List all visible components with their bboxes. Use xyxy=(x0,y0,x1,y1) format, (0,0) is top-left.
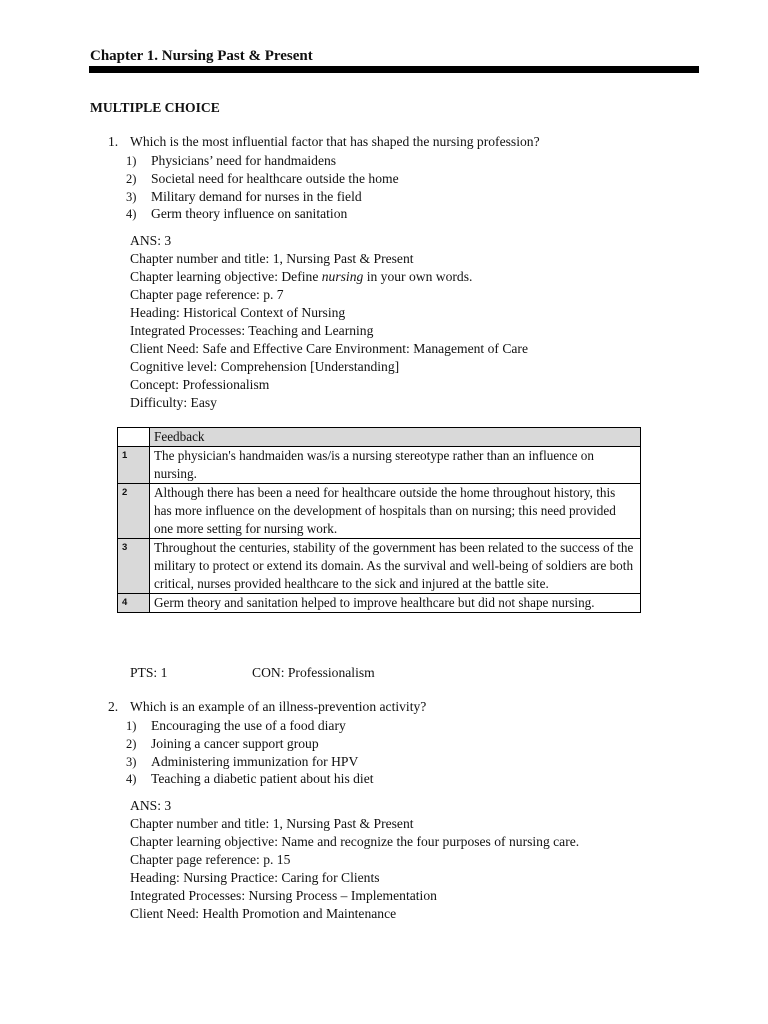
feedback-header: Feedback xyxy=(150,428,641,447)
difficulty: Difficulty: Easy xyxy=(130,395,217,410)
chapter-reference: Chapter number and title: 1, Nursing Past & Present xyxy=(130,251,414,266)
option-number: 1) xyxy=(126,719,137,733)
answer-metadata xyxy=(130,797,579,923)
heading-reference: Heading: Nursing Practice: Caring for Clients xyxy=(130,870,380,885)
feedback-row xyxy=(118,594,641,613)
answer-options xyxy=(126,152,399,223)
option-text: Germ theory influence on sanitation xyxy=(151,206,348,222)
option-number: 4) xyxy=(126,772,137,787)
feedback-row xyxy=(118,447,641,484)
option-item xyxy=(126,188,399,206)
answer-options xyxy=(126,717,374,788)
heading-reference: Heading: Historical Context of Nursing xyxy=(130,305,346,320)
option-item xyxy=(126,717,374,735)
option-number: 3) xyxy=(126,189,137,204)
page-reference: Chapter page reference: p. 7 xyxy=(130,287,284,302)
feedback-option-number: 4 xyxy=(118,594,150,613)
chapter-reference: Chapter number and title: 1, Nursing Past & Present xyxy=(130,816,414,831)
question-text: Which is the most influential factor that has shaped the nursing profession? xyxy=(130,134,540,149)
title-rule xyxy=(89,66,699,73)
option-text: Societal need for healthcare outside the home xyxy=(151,170,399,186)
feedback-header-row xyxy=(118,428,641,447)
option-number: 2) xyxy=(126,171,137,186)
feedback-text: Although there has been a need for healthcare outside the home throughout history, this has more influence on the development of hospitals than on nursing; this need provided one more setting for nursing work. xyxy=(150,484,641,539)
option-text: Military demand for nurses in the field xyxy=(151,188,362,204)
feedback-row xyxy=(118,539,641,594)
question-stem xyxy=(108,134,540,150)
option-text: Encouraging the use of a food diary xyxy=(151,718,346,733)
feedback-text: Throughout the centuries, stability of the government has been related to the success of the military to protect or extend its domain. As the survival and well-being of soldiers are both critical, nurses provided healthcare to the sick and injured at the battle site. xyxy=(150,539,641,594)
option-text: Administering immunization for HPV xyxy=(151,753,359,769)
question-text: Which is an example of an illness-prevention activity? xyxy=(130,699,427,714)
option-item xyxy=(126,753,374,771)
feedback-header-blank xyxy=(118,428,150,447)
integrated-processes: Integrated Processes: Nursing Process – Implementation xyxy=(130,888,437,903)
option-text: Joining a cancer support group xyxy=(151,735,319,751)
option-number: 1) xyxy=(126,154,137,168)
question-stem xyxy=(108,699,426,715)
answer-key: ANS: 3 xyxy=(130,233,172,248)
feedback-row xyxy=(118,484,641,539)
feedback-text: Germ theory and sanitation helped to improve healthcare but did not shape nursing. xyxy=(150,594,641,613)
answer-metadata xyxy=(130,232,528,412)
client-need: Client Need: Safe and Effective Care Environment: Management of Care xyxy=(130,341,528,356)
option-item xyxy=(126,152,399,170)
question-number: 2. xyxy=(108,699,119,714)
question-number: 1. xyxy=(108,134,119,149)
option-item xyxy=(126,770,374,788)
learning-objective: Chapter learning objective: Define nursing in your own words. xyxy=(130,269,473,284)
option-item xyxy=(126,170,399,188)
option-number: 2) xyxy=(126,736,137,751)
answer-key: ANS: 3 xyxy=(130,798,172,813)
option-item xyxy=(126,735,374,753)
concept: Concept: Professionalism xyxy=(130,377,270,392)
learning-objective: Chapter learning objective: Name and recognize the four purposes of nursing care. xyxy=(130,834,580,849)
page-reference: Chapter page reference: p. 15 xyxy=(130,852,291,867)
feedback-option-number: 3 xyxy=(118,539,150,594)
chapter-title: Chapter 1. Nursing Past & Present xyxy=(90,48,313,64)
option-text: Physicians’ need for handmaidens xyxy=(151,153,337,168)
cognitive-level: Cognitive level: Comprehension [Understanding] xyxy=(130,359,400,374)
points-value: PTS: 1 xyxy=(130,665,168,680)
section-title: MULTIPLE CHOICE xyxy=(90,100,220,115)
option-item xyxy=(126,205,399,223)
option-number: 3) xyxy=(126,754,137,769)
option-number: 4) xyxy=(126,207,137,222)
option-text: Teaching a diabetic patient about his diet xyxy=(151,771,374,787)
feedback-option-number: 1 xyxy=(118,447,150,484)
feedback-text: The physician's handmaiden was/is a nursing stereotype rather than an influence on nursing. xyxy=(150,447,641,484)
feedback-table xyxy=(117,427,641,613)
client-need: Client Need: Health Promotion and Maintenance xyxy=(130,906,397,921)
feedback-option-number: 2 xyxy=(118,484,150,539)
integrated-processes: Integrated Processes: Teaching and Learning xyxy=(130,323,374,338)
concept-value: CON: Professionalism xyxy=(252,665,375,680)
